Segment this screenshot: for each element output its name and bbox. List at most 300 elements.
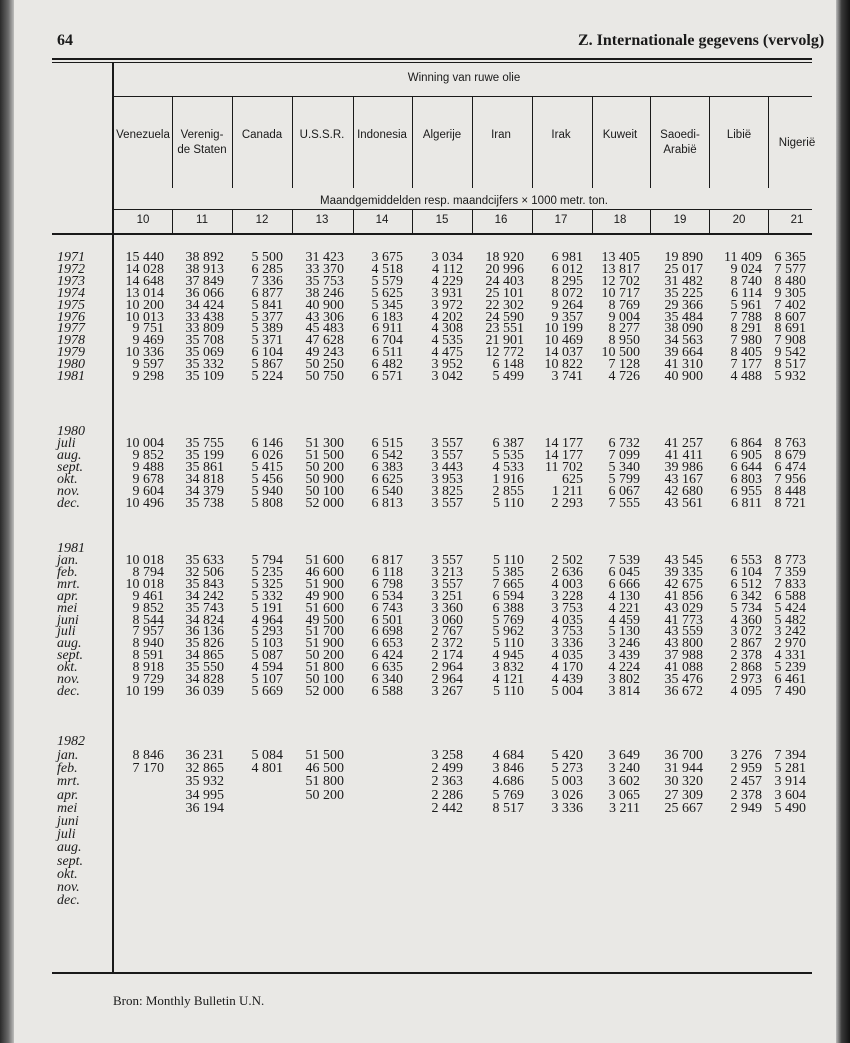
table-cell: 9 852 [132,447,164,463]
table-cell: 2 293 [551,495,583,511]
page-number: 64 [57,32,73,49]
table-cell: 31 423 [305,250,344,265]
table-cell: 4 308 [431,321,463,337]
table-cell: 43 545 [664,553,703,568]
table-cell: 6 553 [730,553,762,568]
table-cell: 6 644 [730,459,762,475]
table-cell: 4 535 [431,333,463,349]
table-cell: 45 483 [305,321,344,337]
table-cell: 5 415 [251,459,283,475]
table-cell: 25 017 [664,261,703,277]
table-cell: 8 517 [774,357,806,373]
table-cell: 31 944 [664,761,703,777]
table-cell: 4 594 [251,660,283,676]
table-cell: 1 211 [552,483,583,499]
row-label: juli [57,624,76,640]
table-cell: 36 066 [185,285,224,301]
table-cell: 5 808 [251,495,283,511]
table-cell: 3 251 [431,588,463,604]
table-cell: 36 194 [185,800,224,816]
table-cell: 20 996 [485,261,524,277]
table-cell: 50 200 [305,787,344,803]
row-label: nov. [57,483,80,499]
table-cell: 8 072 [551,285,583,301]
column-number-divider [172,210,173,233]
table-cell: 35 932 [185,774,224,790]
table-cell: 7 490 [774,683,806,699]
table-cell: 6 540 [371,483,403,499]
column-header: Irak [551,129,571,141]
table-cell: 5 932 [774,369,806,384]
table-cell: 34 824 [185,612,224,628]
table-cell: 6 635 [371,660,403,676]
table-cell: 35 861 [185,459,224,475]
row-label: okt. [57,660,78,676]
table-cell: 5 110 [493,495,524,511]
row-label: okt. [57,471,78,487]
row-label: apr. [57,787,79,803]
table-cell: 3 832 [492,660,524,676]
table-cell: 51 300 [305,436,344,451]
table-cell: 10 496 [125,495,164,511]
table-cell: 5 084 [251,748,283,763]
table-cell: 2 867 [730,636,762,652]
table-cell: 4 360 [730,612,762,628]
column-header: Libië [726,129,752,141]
table-cell: 35 225 [664,285,703,301]
table-cell: 3 336 [551,636,583,652]
table-cell: 2 442 [431,800,463,816]
table-cell: 7 980 [730,333,762,349]
table-cell: 5 107 [251,672,283,687]
table-cell: 6 482 [371,357,403,373]
row-label: 1981 [57,369,85,384]
table-cell: 3 557 [431,553,463,568]
table-cell: 35 843 [185,576,224,592]
row-label: dec. [57,893,80,909]
table-cell: 3 258 [431,748,463,763]
table-cell: 3 240 [608,761,640,777]
table-cell: 5 224 [251,369,283,384]
table-cell: 9 264 [551,297,583,313]
table-cell: 8 591 [132,648,164,664]
table-cell: 3 649 [608,748,640,763]
table-cell: 2 457 [730,774,762,790]
table-cell: 8 691 [774,321,806,337]
column-number: 21 [790,214,804,226]
table-cell: 6 461 [774,672,806,687]
row-label: 1977 [57,321,85,337]
header-bottom-rule [52,233,812,235]
table-cell: 3 741 [551,369,583,384]
table-cell: 6 588 [371,683,403,699]
table-cell: 2 973 [730,672,762,687]
table-cell: 36 231 [185,748,224,763]
table-cell: 30 320 [664,774,703,790]
table-cell: 34 865 [185,648,224,664]
table-cell: 7 833 [774,576,806,592]
table-cell: 8 448 [774,483,806,499]
table-cell: 14 648 [125,273,164,289]
table-cell: 6 571 [371,369,403,384]
column-divider [709,97,710,188]
table-cell: 5 499 [492,369,524,384]
table-cell: 34 995 [185,787,224,803]
table-cell: 3 072 [730,624,762,640]
table-cell: 50 100 [305,483,344,499]
table-cell: 4 095 [730,683,762,699]
table-cell: 9 469 [132,333,164,349]
column-number-divider [412,210,413,233]
table-cell: 6 118 [372,564,403,580]
table-cell: 10 822 [544,357,583,373]
table-bottom-rule [52,972,812,974]
table-cell: 5 110 [493,553,524,568]
table-cell: 10 018 [125,553,164,568]
year-label: 1982 [57,734,85,749]
table-cell: 3 602 [608,774,640,790]
table-cell: 10 500 [601,345,640,361]
table-cell: 5 281 [774,761,806,777]
table-cell: 9 488 [132,459,164,475]
column-number-divider [768,210,769,233]
row-label: okt. [57,866,78,882]
row-label: 1980 [57,357,85,373]
column-header: Algerije [422,129,462,141]
table-cell: 3 246 [608,636,640,652]
table-cell: 41 310 [664,357,703,373]
table-cell: 8 794 [132,564,164,580]
source-note: Bron: Monthly Bulletin U.N. [113,993,265,1008]
table-cell: 52 000 [305,495,344,511]
table-cell: 5 579 [371,273,403,289]
table-cell: 5 110 [493,636,524,652]
row-label: aug. [57,447,82,463]
table-cell: 38 913 [185,261,224,277]
table-cell: 6 864 [730,436,762,451]
table-cell: 34 242 [185,588,224,604]
table-cell: 50 100 [305,672,344,687]
table-cell: 5 625 [371,285,403,301]
table-cell: 41 257 [664,436,703,451]
table-cell: 6 698 [371,624,403,640]
column-header: Saoedi- Arabië [660,129,700,156]
table-cell: 8 763 [774,436,806,451]
table-cell: 5 961 [730,297,762,313]
column-header: Verenig- de Staten [177,129,227,156]
table-cell: 2 372 [431,636,463,652]
table-cell: 5 003 [551,774,583,790]
table-cell: 22 302 [485,297,524,313]
table-cell: 14 177 [544,436,583,451]
table-cell: 10 018 [125,576,164,592]
table-cell: 36 700 [664,748,703,763]
table-cell: 3 557 [431,576,463,592]
table-cell: 46 500 [305,761,344,777]
table-cell: 32 506 [185,564,224,580]
table-cell: 24 590 [485,309,524,325]
table-cell: 6 542 [371,447,403,463]
table-cell: 35 069 [185,345,224,361]
group-header: Winning van ruwe olie [407,72,521,84]
table-cell: 3 825 [431,483,463,499]
table-cell: 29 366 [664,297,703,313]
table-cell: 5 293 [251,624,283,640]
table-cell: 4 003 [551,576,583,592]
table-cell: 4 533 [492,459,524,475]
table-cell: 4 475 [431,345,463,361]
table-cell: 7 177 [730,357,762,373]
table-cell: 35 738 [185,495,224,511]
table-cell: 43 559 [664,624,703,640]
table-cell: 6 424 [371,648,403,664]
table-cell: 8 769 [608,297,640,313]
table-cell: 2 767 [431,624,463,640]
table-cell: 6 743 [371,600,403,616]
column-number: 14 [375,214,389,226]
table-cell: 9 357 [551,309,583,325]
table-cell: 38 246 [305,285,344,301]
row-label: mei [57,600,78,616]
table-cell: 51 700 [305,624,344,640]
column-number: 19 [673,214,687,226]
row-label: dec. [57,683,80,699]
table-cell: 12 772 [485,345,524,361]
table-cell: 9 305 [774,285,806,301]
table-cell: 49 500 [305,612,344,628]
row-label: 1978 [57,333,85,349]
column-number: 11 [196,214,208,226]
row-label: 1973 [57,273,85,289]
table-cell: 6 340 [371,672,403,687]
table-cell: 6 803 [730,471,762,487]
table-cell: 6 955 [730,483,762,499]
table-cell: 6 515 [371,436,403,451]
table-cell: 4 035 [551,648,583,664]
table-cell: 6 104 [730,564,762,580]
table-cell: 6 511 [372,345,403,361]
table-cell: 9 604 [132,483,164,499]
table-cell: 35 550 [185,660,224,676]
column-divider [232,97,233,188]
table-cell: 50 200 [305,459,344,475]
table-cell: 35 826 [185,636,224,652]
table-cell: 3 675 [371,250,403,265]
table-cell: 4 035 [551,612,583,628]
table-cell: 8 679 [774,447,806,463]
table-cell: 6 474 [774,459,806,475]
table-cell: 5 325 [251,576,283,592]
table-cell: 3 026 [551,787,583,803]
table-cell: 3 439 [608,648,640,664]
table-cell: 4 202 [431,309,463,325]
row-label: juli [57,827,76,843]
table-cell: 9 542 [774,345,806,361]
table-cell: 15 440 [125,250,164,265]
table-cell: 49 243 [305,345,344,361]
table-cell: 8 918 [132,660,164,676]
table-cell: 6 104 [251,345,283,361]
column-number-divider [292,210,293,233]
table-cell: 10 200 [125,297,164,313]
table-cell: 14 037 [544,345,583,361]
table-cell: 41 411 [665,447,703,463]
table-cell: 7 788 [730,309,762,325]
table-cell: 5 482 [774,612,806,628]
table-cell: 5 110 [493,683,524,699]
table-cell: 35 743 [185,600,224,616]
table-cell: 2 959 [730,761,762,777]
table-cell: 6 146 [251,436,283,451]
table-cell: 37 988 [664,648,703,664]
table-cell: 3 931 [431,285,463,301]
table-cell: 6 594 [492,588,524,604]
table-cell: 38 892 [185,250,224,265]
table-cell: 7 099 [608,447,640,463]
table-cell: 34 379 [185,483,224,499]
table-cell: 7 908 [774,333,806,349]
table-cell: 25 667 [664,800,703,816]
year-label: 1981 [57,541,85,556]
table-cell: 5 235 [251,564,283,580]
table-cell: 35 476 [664,672,703,687]
column-number: 15 [435,214,449,226]
table-cell: 8 544 [132,612,164,628]
table-cell: 3 914 [774,774,806,790]
table-cell: 5 841 [251,297,283,313]
column-header: U.S.S.R. [299,129,345,141]
table-cell: 13 817 [601,261,640,277]
table-cell: 34 424 [185,297,224,313]
table-cell: 3 814 [608,683,640,699]
table-cell: 13 014 [125,285,164,301]
table-cell: 31 482 [664,273,703,289]
top-rule-thin [52,62,812,63]
table-cell: 8 740 [730,273,762,289]
table-cell: 14 028 [125,261,164,277]
table-cell: 35 109 [185,369,224,384]
table-cell: 4 112 [432,261,463,277]
table-cell: 3 953 [431,471,463,487]
column-divider [292,97,293,188]
table-cell: 2 286 [431,787,463,803]
table-cell: 5 191 [251,600,283,616]
table-cell: 10 004 [125,436,164,451]
table-cell: 6 811 [731,495,762,511]
table-cell: 40 900 [305,297,344,313]
table-cell: 7 394 [774,748,806,763]
table-cell: 3 360 [431,600,463,616]
column-number-divider [592,210,593,233]
table-cell: 11 409 [724,250,762,265]
table-cell: 5 734 [730,600,762,616]
table-cell: 9 461 [132,588,164,604]
row-label: 1979 [57,345,85,361]
table-cell: 7 555 [608,495,640,511]
column-number-divider [650,210,651,233]
table-cell: 9 751 [132,321,164,337]
table-cell: 35 484 [664,309,703,325]
column-divider [768,97,769,188]
table-cell: 5 769 [492,787,524,803]
table-cell: 3 065 [608,787,640,803]
table-cell: 6 285 [251,261,283,277]
table-cell: 39 664 [664,345,703,361]
table-cell: 5 867 [251,357,283,373]
table-cell: 8 950 [608,333,640,349]
table-cell: 5 794 [251,553,283,568]
table-cell: 40 900 [664,369,703,384]
table-cell: 18 920 [485,250,524,265]
table-cell: 32 865 [185,761,224,777]
table-cell: 23 551 [485,321,524,337]
table-cell: 5 371 [251,333,283,349]
table-cell: 2 378 [730,787,762,803]
table-cell: 3 952 [431,357,463,373]
table-cell: 51 800 [305,660,344,676]
column-number: 10 [136,214,150,226]
table-cell: 6 045 [608,564,640,580]
table-cell: 38 090 [664,321,703,337]
table-cell: 3 060 [431,612,463,628]
table-cell: 36 136 [185,624,224,640]
table-cell: 33 438 [185,309,224,325]
row-label: sept. [57,853,84,869]
table-cell: 3 443 [431,459,463,475]
table-cell: 35 708 [185,333,224,349]
table-cell: 5 389 [251,321,283,337]
table-cell: 3 228 [551,588,583,604]
table-cell: 36 039 [185,683,224,699]
table-cell: 2 499 [431,761,463,777]
table-cell: 6 813 [371,495,403,511]
page-title: Z. Internationale gegevens (vervolg) [578,32,825,49]
table-cell: 9 678 [132,471,164,487]
table-cell: 5 535 [492,447,524,463]
column-number: 12 [255,214,269,226]
column-divider [353,97,354,188]
table-cell: 4 945 [492,648,524,664]
table-cell: 35 332 [185,357,224,373]
column-number: 20 [732,214,746,226]
table-cell: 3 242 [774,624,806,640]
table-cell: 5 087 [251,648,283,664]
table-cell: 6 704 [371,333,403,349]
column-divider [650,97,651,188]
column-number: 18 [613,214,627,226]
table-cell: 9 852 [132,600,164,616]
table-cell: 7 665 [492,576,524,592]
table-cell: 35 633 [185,553,224,568]
table-cell: 4 801 [251,761,283,777]
table-cell: 5 239 [774,660,806,676]
table-cell: 11 702 [545,459,583,475]
unit-header: Maandgemiddelden resp. maandcijfers × 1000 metr. ton. [320,195,608,207]
table-cell: 43 029 [664,600,703,616]
table-cell: 6 798 [371,576,403,592]
table-cell: 3 211 [609,800,640,816]
table-cell: 5 420 [551,748,583,763]
row-label: nov. [57,672,80,687]
table-cell: 8 480 [774,273,806,289]
table-cell: 7 539 [608,553,640,568]
table-cell: 6 388 [492,600,524,616]
table-cell: 9 597 [132,357,164,373]
row-label: mrt. [57,576,80,592]
table-cell: 3 042 [431,369,463,384]
table-cell: 4.686 [492,774,524,790]
row-label: sept. [57,648,84,664]
